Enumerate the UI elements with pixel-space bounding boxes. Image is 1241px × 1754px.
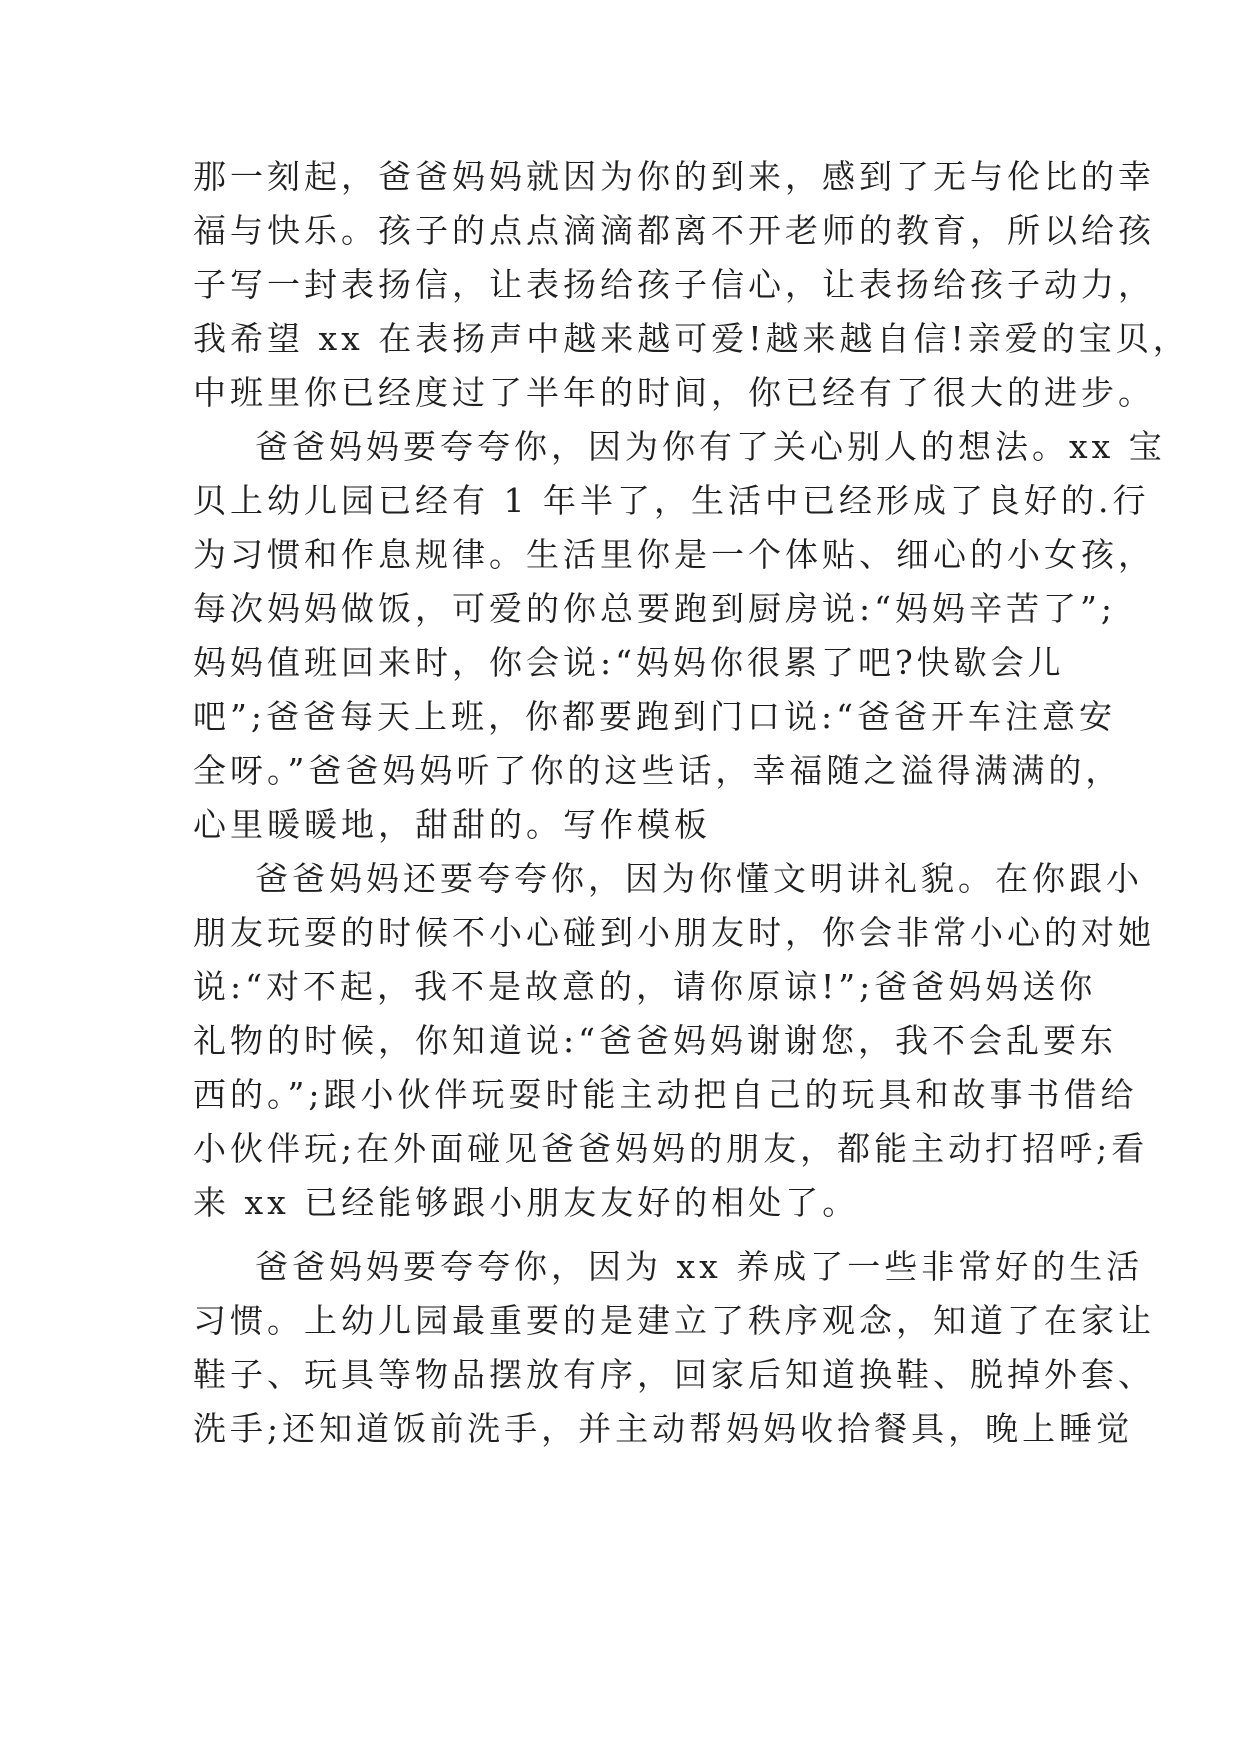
text-line: 中班里你已经度过了半年的时间，你已经有了很大的进步。 <box>193 373 1155 412</box>
text-line: 子写一封表扬信，让表扬给孩子信心，让表扬给孩子动力， <box>193 265 1155 304</box>
text-line: 小伙伴玩;在外面碰见爸爸妈妈的朋友，都能主动打招呼;看 <box>193 1129 1149 1168</box>
text-line: 吧”;爸爸每天上班，你都要跑到门口说:“爸爸开车注意安 <box>193 697 1116 736</box>
text-line: 礼物的时候，你知道说:“爸爸妈妈谢谢您，我不会乱要东 <box>193 1021 1117 1060</box>
text-line: 爸爸妈妈还要夸夸你，因为你懂文明讲礼貌。在你跟小 <box>255 859 1143 898</box>
text-line: 那一刻起，爸爸妈妈就因为你的到来，感到了无与伦比的幸 <box>193 157 1155 196</box>
text-line: 朋友玩耍的时候不小心碰到小朋友时，你会非常小心的对她 <box>193 913 1155 952</box>
text-line: 心里暖暖地，甜甜的。写作模板 <box>193 805 711 844</box>
text-line: 习惯。上幼儿园最重要的是建立了秩序观念，知道了在家让 <box>193 1301 1155 1340</box>
text-line: 爸爸妈妈要夸夸你，因为 xx 养成了一些非常好的生活 <box>255 1247 1144 1286</box>
text-line: 福与快乐。孩子的点点滴滴都离不开老师的教育，所以给孩 <box>193 211 1155 250</box>
text-line: 爸爸妈妈要夸夸你，因为你有了关心别人的想法。xx 宝 <box>255 427 1166 466</box>
text-line: 为习惯和作息规律。生活里你是一个体贴、细心的小女孩， <box>193 535 1155 574</box>
text-line: 洗手;还知道饭前洗手，并主动帮妈妈收拾餐具，晚上睡觉 <box>193 1409 1134 1448</box>
text-line: 每次妈妈做饭，可爱的你总要跑到厨房说:“妈妈辛苦了”; <box>193 589 1116 628</box>
text-line: 妈妈值班回来时，你会说:“妈妈你很累了吧?快歇会儿 <box>193 643 1065 682</box>
text-line: 贝上幼儿园已经有 1 年半了，生活中已经形成了良好的.行 <box>193 481 1150 520</box>
text-line: 西的。”;跟小伙伴玩耍时能主动把自己的玩具和故事书借给 <box>193 1075 1138 1114</box>
text-line: 鞋子、玩具等物品摆放有序，回家后知道换鞋、脱掉外套、 <box>193 1355 1155 1394</box>
text-line: 说:“对不起，我不是故意的，请你原谅!”;爸爸妈妈送你 <box>193 967 1097 1006</box>
text-line: 我希望 xx 在表扬声中越来越可爱!越来越自信!亲爱的宝贝， <box>193 319 1190 358</box>
text-line: 全呀。”爸爸妈妈听了你的这些话，幸福随之溢得满满的， <box>193 751 1123 790</box>
text-line: 来 xx 已经能够跟小朋友友好的相处了。 <box>193 1183 860 1222</box>
